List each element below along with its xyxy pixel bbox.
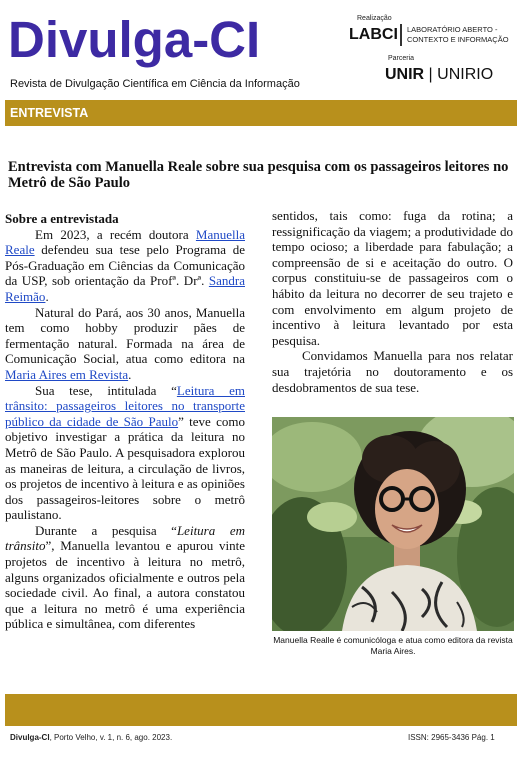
right-column [272, 208, 513, 395]
paragraph-6: Convidamos Manuella para nos relatar sua trajetória no doutoramento e os desdobramentos de sua tese. [272, 348, 513, 395]
footer-issn-page: ISSN: 2965-3436 Pág. 1 [408, 733, 495, 742]
labci-divider [400, 24, 402, 46]
p1-text-b: defendeu sua tese pelo Programa de Pós-Graduação em Ciências da Comunicação da USP, sob orientação da Profª. Drª. [5, 242, 245, 289]
paragraph-5: sentidos, tais como: fuga da rotina; a ressignificação da viagem; a produtividade do tempo ocioso; a liberdade para fabulação; a compreensão de si e aceitação do outro. O corpus constituiu-se de passageiros com o hábito da leitura no decorrer de seu trajeto e com envolvimento em algum projeto de incentivo à leitura levantado por esta pesquisa. [272, 208, 513, 348]
paragraph-1 [5, 227, 245, 305]
link-manuella-reale[interactable]: Manuella Reale [5, 226, 245, 258]
link-thesis[interactable]: Leitura em trânsito: passageiros leitores no transporte público da cidade de São Paulo [5, 382, 245, 429]
link-maria-aires[interactable]: Maria Aires em Revista [5, 366, 129, 382]
footer-citation [10, 733, 172, 742]
left-column [5, 211, 245, 632]
p3-text-b: ” teve como objetivo investigar a prática da leitura no Metrô de São Paulo. A pesquisadora explorou as maneiras de leitura, a circulação de livros, os projetos de incentivo à leitura e as opiniões dos passageiros-leitores sobre o metrô paulistano. [5, 413, 245, 523]
footer-citation-text: , Porto Velho, v. 1, n. 6, ago. 2023. [49, 733, 173, 742]
p2-text-b: . [128, 366, 132, 382]
p2-text-a: Natural do Pará, aos 30 anos, Manuella tem como hobby produzir pães de fermentação natural. Formada na área de Comunicação Social, atua como editora na [5, 304, 245, 367]
realizacao-label: Realização [357, 15, 392, 22]
paragraph-3 [5, 383, 245, 523]
labci-logo: LABCI [349, 26, 398, 43]
paragraph-4 [5, 523, 245, 632]
interviewee-photo [272, 417, 514, 631]
p3-text-a: Sua tese, intitulada “ [35, 382, 177, 398]
footer-bar [5, 694, 517, 726]
partner-logo [385, 66, 493, 84]
journal-tagline: Revista de Divulgação Científica em Ciência da Informação [10, 78, 300, 90]
photo-caption: Manuella Realle é comunicóloga e atua como editora da revista Maria Aires. [273, 635, 513, 656]
p1-text-a: Em 2023, a recém doutora [35, 226, 196, 242]
p4-italic: Leitura em trânsito [5, 522, 245, 554]
portrait-illustration [272, 417, 514, 631]
paragraph-2 [5, 305, 245, 383]
article-title: Entrevista com Manuella Reale sobre sua pesquisa com os passageiros leitores no Metrô de São Paulo [8, 159, 509, 191]
link-sandra-reimao[interactable]: Sandra Reimão [5, 273, 245, 304]
footer-journal-name: Divulga-CI [10, 733, 50, 742]
section-label: ENTREVISTA [10, 106, 89, 120]
parceria-label: Parceria [388, 55, 415, 62]
subhead-about: Sobre a entrevistada [5, 211, 119, 226]
p4-text-a: Durante a pesquisa “ [35, 522, 177, 538]
labci-description: LABORATÓRIO ABERTO - CONTEXTO E INFORMAÇÃO [407, 25, 509, 44]
unir-text: UNIR [385, 66, 425, 83]
p4-text-b: ”, Manuella levantou e apurou vinte projetos de incentivo à leitura no metrô, alguns organizados oficialmente e outros pela sociedade civil. Ao final, a autora constatou que a leitura no metrô é uma experiência pública e simultânea, com diferentes [5, 538, 245, 632]
unirio-text: | UNIRIO [424, 66, 494, 83]
p1-text-c: . [45, 288, 49, 304]
journal-logo: Divulga-CI [8, 11, 261, 68]
